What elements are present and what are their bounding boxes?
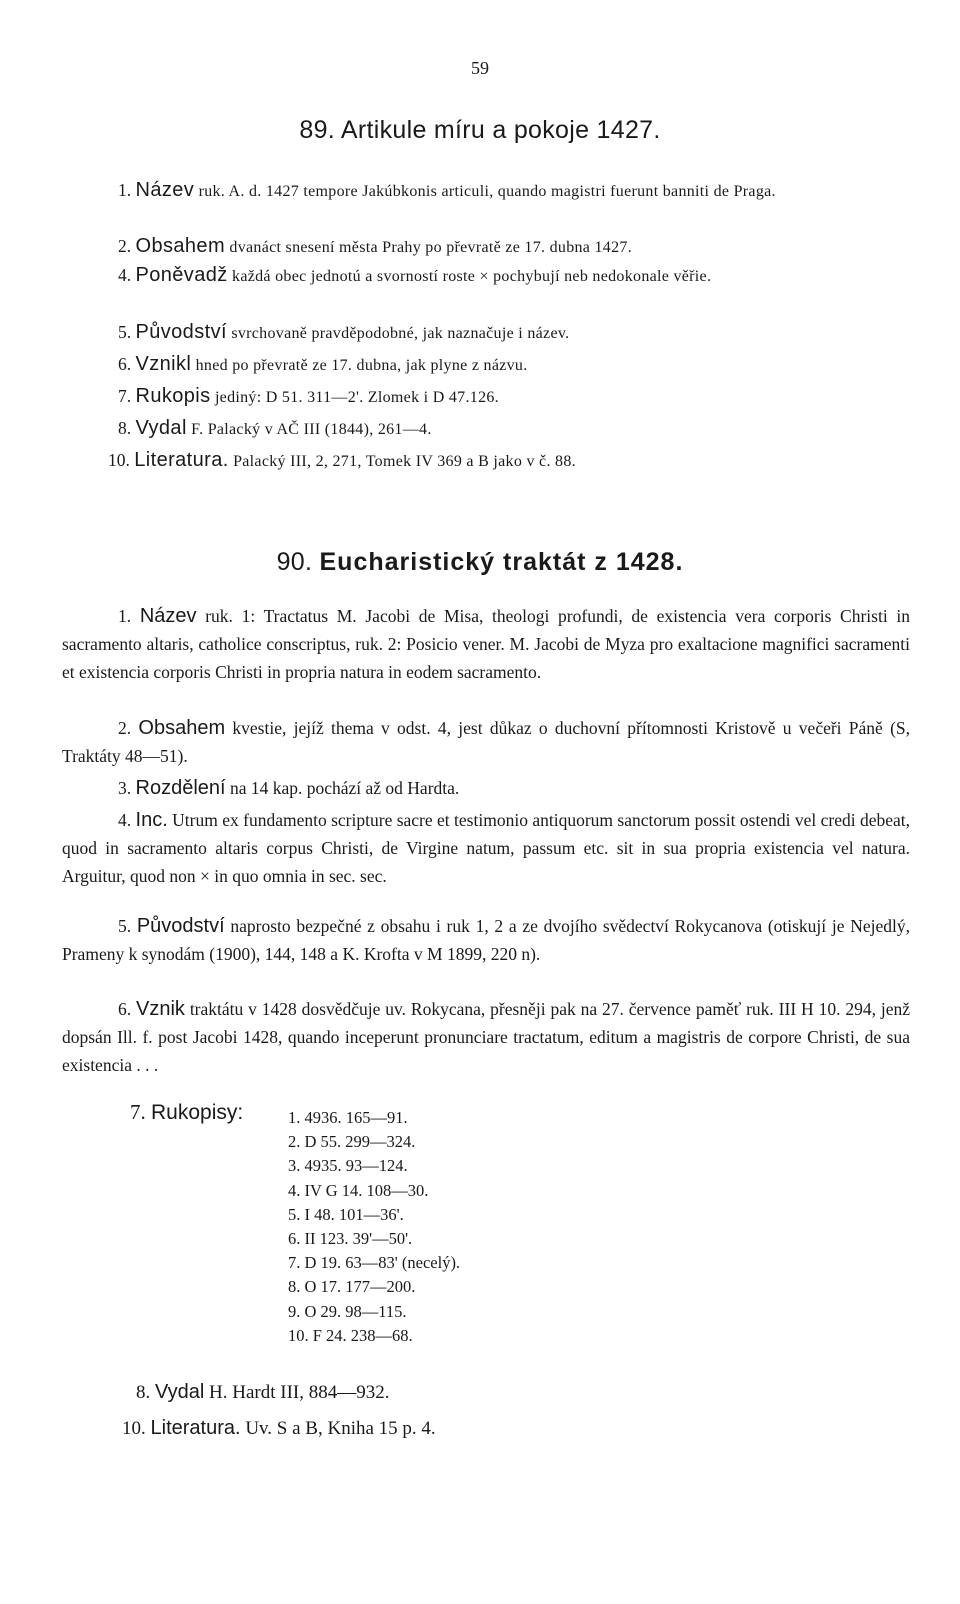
item-number: 3. bbox=[118, 778, 132, 798]
list-item bbox=[62, 995, 910, 1079]
item-lead: Původství bbox=[135, 321, 227, 343]
item-text: každá obec jednotú a svorností roste × pochybují neb nedokonale věřie. bbox=[232, 268, 712, 285]
item-text: kvestie, jejíž thema v odst. 4, jest důkaz o duchovní přítomnosti Kristově u večeři Páně (S, Traktáty 48—51). bbox=[62, 718, 911, 766]
item-number: 5. bbox=[118, 916, 132, 936]
item-number: 5. bbox=[118, 322, 132, 342]
item-lead: Poněvadž bbox=[135, 264, 228, 286]
item-number: 6. bbox=[118, 999, 132, 1019]
item-number: 4. bbox=[118, 265, 132, 285]
section-number: 89. bbox=[299, 116, 336, 144]
list-item bbox=[62, 446, 910, 476]
item-number: 10. bbox=[122, 1418, 146, 1439]
section-title: Artikule míru a pokoje 1427. bbox=[340, 116, 661, 144]
list-item: 6. II 123. 39'—50'. bbox=[288, 1228, 413, 1248]
item-text: hned po převratě ze 17. dubna, jak plyne z názvu. bbox=[195, 357, 528, 374]
item-number: 7. bbox=[118, 386, 132, 406]
list-item bbox=[62, 714, 910, 770]
item-text: Utrum ex fundamento scripture sacre et testimonio antiquorum sanctorum possit ostendi vel credi debeat, quod in sacramento altaris corpus Christi, de Virgine natum, passum etc. sit in sua propria existencia vel natura. Arguitur, quod non × in quo omnia in sec. sec. bbox=[62, 810, 911, 886]
item-lead: Rukopisy: bbox=[151, 1101, 244, 1124]
item-text: H. Hardt III, 884—932. bbox=[209, 1382, 390, 1403]
item-text: F. Palacký v AČ III (1844), 261—4. bbox=[191, 421, 432, 438]
list-item: 1. 4936. 165—91. bbox=[288, 1108, 408, 1127]
list-item: 4. IV G 14. 108—30. bbox=[288, 1180, 429, 1200]
item-lead: Rukopis bbox=[135, 385, 211, 407]
list-item bbox=[62, 382, 910, 412]
section-title: Eucharistický traktát z 1428. bbox=[319, 548, 684, 576]
item-number: 4. bbox=[118, 810, 132, 830]
manuscripts-heading bbox=[130, 1100, 243, 1125]
item-lead: Inc. bbox=[135, 809, 168, 831]
list-item bbox=[62, 1414, 910, 1443]
list-item bbox=[62, 602, 910, 686]
item-number: 6. bbox=[118, 354, 132, 374]
item-number: 1. bbox=[118, 606, 132, 626]
list-item bbox=[62, 912, 910, 968]
item-lead: Původství bbox=[136, 915, 225, 937]
item-text: na 14 kap. pochází až od Hardta. bbox=[229, 778, 460, 798]
item-number: 1. bbox=[118, 180, 132, 200]
item-number: 7. bbox=[130, 1100, 146, 1124]
list-item bbox=[62, 414, 910, 444]
item-text: svrchovaně pravděpodobné, jak naznačuje i název. bbox=[231, 325, 570, 342]
item-text: naprosto bezpečné z obsahu i ruk 1, 2 a ze dvojího svědectví Rokycanova (otiskují je Nejedlý, Prameny k synodám (1900), 144, 148 a K. Krofta v M 1899, 220 n). bbox=[62, 916, 910, 964]
item-lead: Vydal bbox=[135, 417, 187, 439]
list-item: 8. O 17. 177—200. bbox=[288, 1277, 416, 1297]
item-lead: Literatura. bbox=[134, 449, 229, 471]
item-lead: Vznik bbox=[136, 998, 185, 1020]
list-item: 2. D 55. 299—324. bbox=[288, 1132, 416, 1152]
item-lead: Literatura. bbox=[150, 1417, 241, 1439]
item-number: 2. bbox=[118, 718, 132, 738]
list-item bbox=[62, 176, 910, 206]
list-item: 5. I 48. 101—36'. bbox=[288, 1204, 404, 1224]
item-text: dvanáct snesení města Prahy po převratě ze 17. dubna 1427. bbox=[229, 239, 633, 256]
list-item bbox=[62, 232, 910, 262]
item-text: Uv. S a B, Kniha 15 p. 4. bbox=[245, 1418, 436, 1439]
section-number: 90. bbox=[276, 548, 313, 576]
manuscripts-list bbox=[288, 1106, 688, 1348]
list-item bbox=[62, 261, 910, 291]
list-item bbox=[62, 1378, 910, 1407]
item-lead: Rozdělení bbox=[135, 777, 226, 799]
item-text: ruk. A. d. 1427 tempore Jakúbkonis articuli, quando magistri fuerunt banniti de Praga. bbox=[198, 183, 776, 200]
item-lead: Obsahem bbox=[138, 717, 226, 739]
item-number: 8. bbox=[136, 1382, 151, 1403]
item-number: 2. bbox=[118, 236, 132, 256]
item-lead: Obsahem bbox=[135, 235, 226, 257]
item-lead: Název bbox=[135, 179, 195, 201]
item-text: ruk. 1: Tractatus M. Jacobi de Misa, theologi profundi, de existencia vera corporis Christi in sacramento altaris, catholice conscriptus, ruk. 2: Posicio vener. M. Jacobi de Myza pro exaltacione magnifici sacramenti et existencia corporis Christi in propria natura in eodem sacramento. bbox=[62, 606, 911, 682]
item-lead: Název bbox=[139, 605, 197, 627]
item-lead: Vznikl bbox=[135, 353, 192, 375]
list-item: 9. O 29. 98—115. bbox=[288, 1301, 407, 1321]
list-item bbox=[62, 318, 910, 348]
list-item bbox=[62, 806, 910, 890]
list-item bbox=[62, 350, 910, 380]
list-item: 10. F 24. 238—68. bbox=[288, 1325, 413, 1345]
item-text: jediný: D 51. 311—2'. Zlomek i D 47.126. bbox=[214, 389, 499, 406]
item-lead: Vydal bbox=[155, 1381, 205, 1403]
list-item: 3. 4935. 93—124. bbox=[288, 1156, 408, 1176]
item-text: traktátu v 1428 dosvědčuje uv. Rokycana, přesněji pak na 27. července paměť ruk. III H 10. 294, jenž dopsán Ill. f. post Jacobi 1428, quando inceperunt pronunciare tractatum, editum a magistris de corpore Christi, de sua existencia . . . bbox=[62, 999, 911, 1075]
item-number: 10. bbox=[108, 450, 130, 470]
list-item bbox=[62, 774, 910, 802]
page-number: 59 bbox=[471, 58, 489, 78]
list-item: 7. D 19. 63—83' (necelý). bbox=[288, 1253, 461, 1273]
item-number: 8. bbox=[118, 418, 132, 438]
section-heading bbox=[0, 548, 960, 577]
section-heading bbox=[0, 116, 960, 145]
item-text: Palacký III, 2, 271, Tomek IV 369 a B jako v č. 88. bbox=[233, 453, 576, 470]
